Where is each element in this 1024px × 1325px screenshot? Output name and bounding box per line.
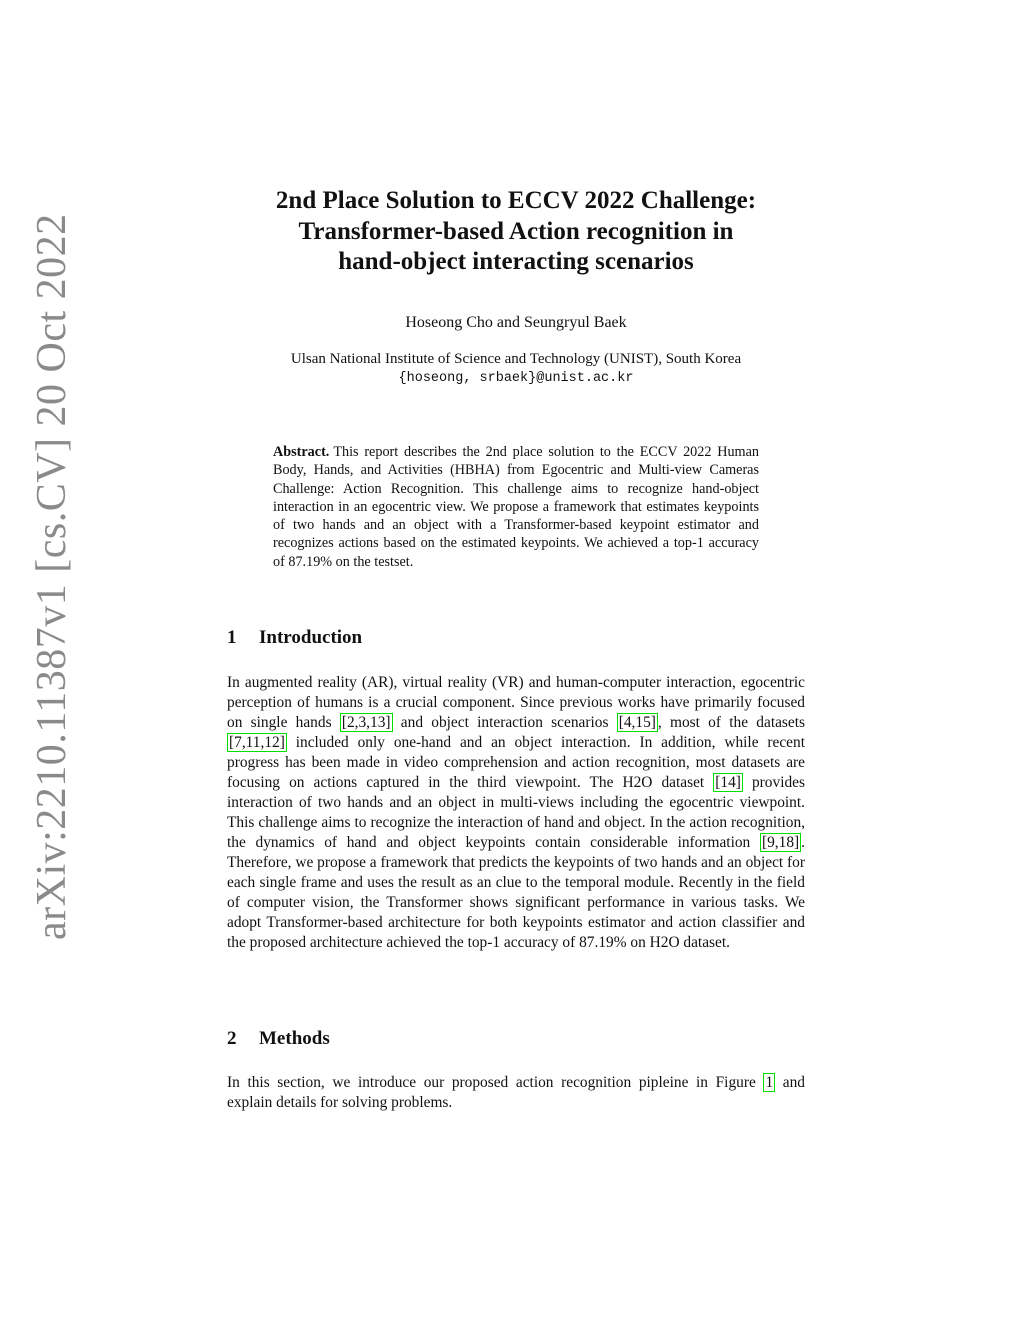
title-line: hand-object interacting scenarios [338,248,694,275]
citation-link[interactable]: [7,11,12] [229,734,285,751]
methods-paragraph [227,1073,805,1113]
title-line: Transformer-based Action recognition in [298,217,734,245]
abstract [273,443,759,571]
paragraph-text: provides interaction of two hands and an object in multi-views including the egocentric viewpoint. This challenge aims to recognize the interaction of hand and object. In the action recognition, the dynamics of hand and object keypoints contain considerable information [227,774,805,851]
section-number: 1 [227,627,237,648]
title-line: 2nd Place Solution to ECCV 2022 Challenge: [275,187,757,214]
paragraph-text: included only one-hand and an object interaction. In addition, while recent progress has been made in video comprehension and action recognition, most datasets are focusing on actions captured in the third viewpoint. The H2O dataset [227,734,805,791]
citation-link[interactable]: [2,3,13] [341,714,391,731]
paper-authors: Hoseong Cho and Seungryul Baek [405,314,627,331]
figure-reference-link[interactable]: 1 [765,1074,774,1091]
abstract-label: Abstract. [273,444,330,460]
paper-title [227,186,805,278]
paper-affiliation [227,350,805,388]
citation-link[interactable]: [4,15] [618,714,656,731]
paragraph-text: . Therefore, we propose a framework that predicts the keypoints of two hands and an object for each single frame and uses the result as an clue to the temporal module. Recently in the field of computer vision, the Transformer shows significant performance in various tasks. We adopt Transformer-based architecture for both keypoints estimator and action classifier and the proposed architecture achieved the top-1 accuracy of 87.19% on H2O dataset. [227,834,805,951]
abstract-text: This report describes the 2nd place solution to the ECCV 2022 Human Body, Hands, and Activities (HBHA) from Egocentric and Multi-view Cameras Challenge: Action Recognition. This challenge aims to recognize hand-object interaction in an egocentric view. We propose a framework that estimates keypoints of two hands and an object with a Transformer-based keypoint estimator and recognizes actions based on the estimated keypoints. We achieved a top-1 accuracy of 87.19% on the testset. [273,444,759,570]
introduction-paragraph [227,673,805,953]
citation-link[interactable]: [9,18] [761,834,800,851]
arxiv-identifier: arXiv:2210.11387v1 [cs.CV] 20 Oct 2022 [29,213,75,940]
section-heading-methods [227,1028,330,1050]
paragraph-text: and explain details for solving problems. [227,1074,805,1111]
paragraph-text: In this section, we introduce our proposed action recognition pipleine in Figure [227,1074,764,1091]
paragraph-text: , most of the datasets [657,714,806,731]
paragraph-text: and object interaction scenarios [392,714,617,731]
section-number: 2 [227,1028,237,1049]
section-title: Methods [259,1028,330,1049]
citation-link[interactable]: [14] [715,774,741,791]
section-title: Introduction [259,627,363,648]
author-email[interactable]: {hoseong, srbaek}@unist.ac.kr [398,371,634,386]
affiliation-text: Ulsan National Institute of Science and Technology (UNIST), South Korea [290,351,742,367]
section-heading-introduction [227,627,362,649]
paragraph-text: In augmented reality (AR), virtual reality (VR) and human-computer interaction, egocentric perception of humans is a crucial component. Since previous works have primarily focused on single hands [227,674,805,731]
